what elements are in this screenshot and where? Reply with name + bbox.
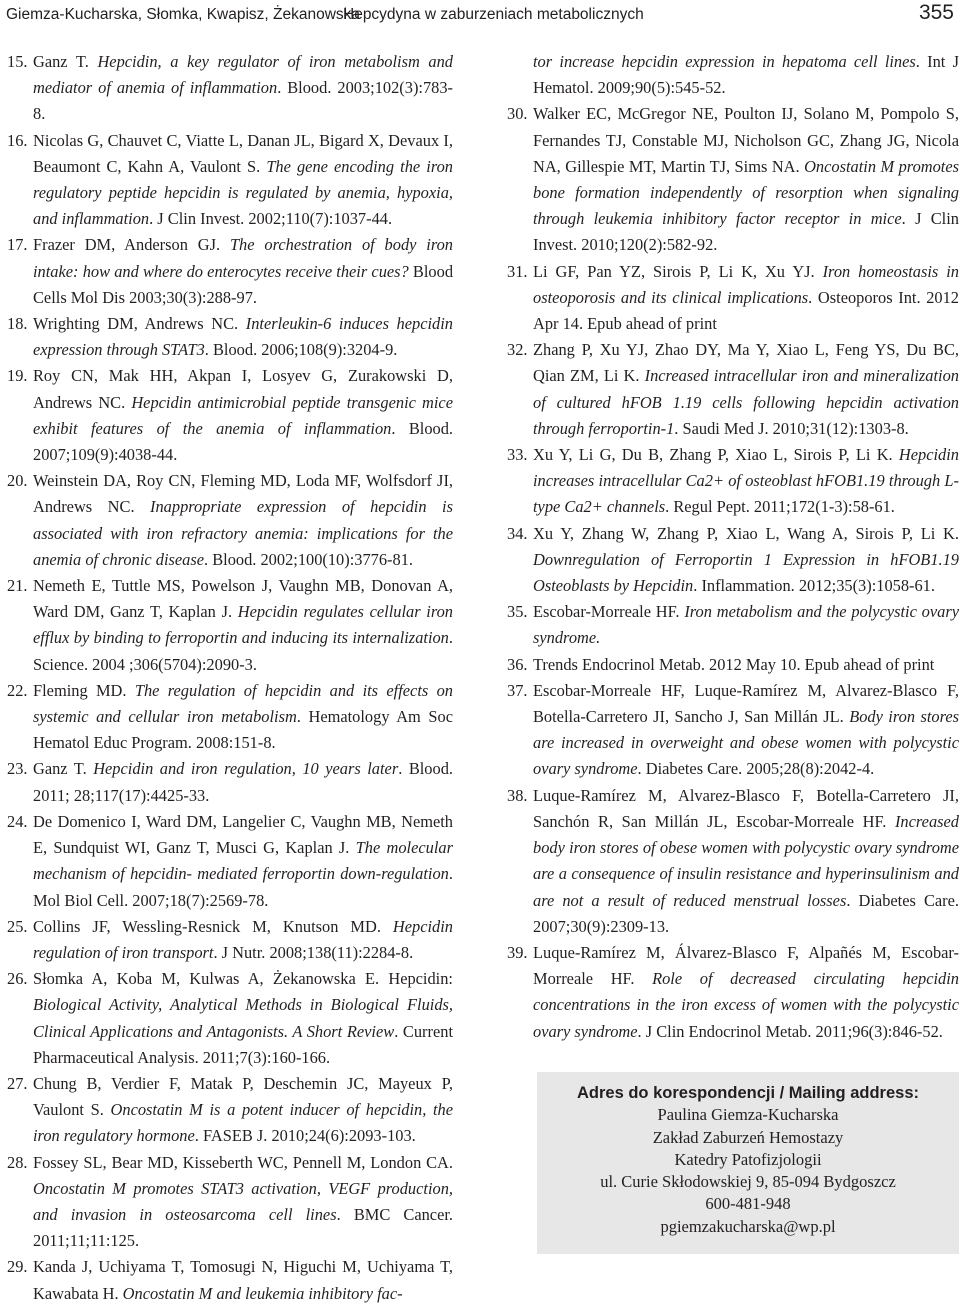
reference-title: Biological Activity, Analytical Methods in Biological Fluids, Clinical Applications and Antagonists. A Short Review (33, 995, 453, 1041)
reference-text: De Domenico I, Ward DM, Langelier C, Vaughn MB, Nemeth E, Sundquist WI, Ganz T, Musci G, Kaplan J. (33, 811, 453, 858)
reference-number: 33. (507, 445, 528, 465)
references-right-column (507, 49, 959, 1045)
reference-number: 39. (507, 942, 528, 962)
reference-title: Hepcidin regulates cellular iron efflux by binding to ferroportin and inducing its internalization (33, 602, 453, 648)
reference-text: . J Clin Invest. 2002;110(7):1037-44. (149, 209, 393, 229)
reference-text: . Blood. 2002;100(10):3776-81. (204, 549, 413, 569)
reference-number: 18. (7, 314, 28, 334)
reference-text: Nicolas G, Chauvet C, Viatte L, Danan JL, Bigard X, Devaux I, Beaumont C, Kahn A, Vaulont S. (33, 130, 453, 176)
reference-title: Oncostatin M and leukemia inhibitory fac- (122, 1283, 403, 1303)
reference-number: 29. (7, 1257, 28, 1277)
mailing-address-box (537, 1072, 959, 1254)
reference-item (7, 966, 453, 1071)
reference-item (7, 1071, 453, 1150)
reference-text: Roy CN, Mak HH, Akpan I, Losyev G, Zurakowski D, Andrews NC. (33, 366, 453, 412)
reference-text: Trends Endocrinol Metab. 2012 May 10. Epub ahead of print (533, 654, 935, 674)
reference-text: Collins JF, Wessling-Resnick M, Knutson MD. (33, 916, 393, 936)
reference-number: 26. (7, 969, 28, 989)
reference-text: Weinstein DA, Roy CN, Fleming MD, Loda MF, Wolfsdorf JI, Andrews NC. (33, 471, 453, 517)
reference-item (7, 678, 453, 757)
reference-item (7, 363, 453, 468)
reference-number: 38. (507, 785, 528, 805)
reference-number: 37. (507, 680, 528, 700)
reference-item (7, 468, 453, 573)
reference-text: Fossey SL, Bear MD, Kisseberth WC, Pennell M, London CA. (33, 1152, 453, 1172)
reference-text: . Diabetes Care. 2007;30(9):2309-13. (533, 890, 959, 936)
reference-text: Chung B, Verdier F, Matak P, Deschemin JC, Mayeux P, Vaulont S. (33, 1073, 453, 1120)
reference-title: Inappropriate expression of hepcidin is associated with iron refractory anemia: implications for the anemia of chronic disease (33, 497, 453, 569)
reference-text: . Science. 2004 ;306(5704):2090-3. (33, 628, 453, 674)
reference-text: Li GF, Pan YZ, Sirois P, Li K, Xu YJ. (533, 261, 823, 281)
reference-item (7, 809, 453, 914)
header-authors: Giemza-Kucharska, Słomka, Kwapisz, Żekanowska (6, 6, 361, 23)
reference-text: Wrighting DM, Andrews NC. (33, 314, 246, 334)
reference-item (507, 652, 959, 678)
reference-text: Blood Cells Mol Dis 2003;30(3):288-97. (33, 261, 454, 307)
address-email: pgiemzakucharska@wp.pl (660, 1216, 836, 1236)
reference-item (7, 128, 453, 233)
address-line: Zakład Zaburzeń Hemostazy (652, 1127, 844, 1147)
reference-text: Escobar-Morreale HF. (533, 602, 685, 622)
reference-text: . FASEB J. 2010;24(6):2093-103. (194, 1126, 416, 1146)
reference-item (507, 337, 959, 442)
reference-number: 27. (7, 1073, 28, 1093)
reference-number: 28. (7, 1152, 28, 1172)
reference-text: Walker EC, McGregor NE, Poulton IJ, Solano M, Pompolo S, Fernandes TJ, Constable MJ, Nicholson GC, Zhang JG, Nicola NA, Gillespie MT, Martin TJ, Sims NA. (533, 104, 959, 176)
reference-text: . Blood. 2011; 28;117(17):4425-33. (33, 759, 453, 805)
reference-item (7, 914, 453, 966)
reference-title: Iron homeostasis in osteoporosis and its clinical implications (533, 261, 959, 307)
reference-item (7, 1150, 453, 1255)
reference-item (507, 599, 959, 651)
reference-number: 15. (7, 52, 28, 71)
reference-number: 21. (7, 576, 28, 596)
reference-number: 31. (507, 261, 528, 281)
reference-item (507, 442, 959, 521)
reference-text: . Blood. 2003;102(3):783-8. (33, 78, 453, 124)
reference-text: Xu Y, Li G, Du B, Zhang P, Xiao L, Sirois P, Li K. (533, 445, 899, 465)
reference-text: . Blood. 2006;108(9):3204-9. (204, 340, 398, 360)
reference-title: Increased intracellular iron and mineralization of cultured hFOB 1.19 cells following hepcidin activation through ferroportin-1 (533, 366, 959, 438)
reference-item (7, 49, 453, 128)
reference-number: 23. (7, 759, 28, 779)
reference-text: . Saudi Med J. 2010;31(12):1303-8. (674, 418, 909, 438)
reference-text: Ganz T. (33, 759, 94, 779)
reference-number: 35. (507, 602, 528, 622)
page-header (0, 0, 960, 32)
reference-text: Escobar-Morreale HF, Luque-Ramírez M, Alvarez-Blasco F, Botella-Carretero JI, Sancho J, San Millán JL. (533, 680, 959, 727)
reference-text: . J Nutr. 2008;138(11):2284-8. (213, 942, 414, 962)
reference-text: . Blood. 2007;109(9):4038-44. (33, 418, 454, 465)
references-left-column (7, 49, 453, 1307)
reference-title: Interleukin-6 induces hepcidin expression through STAT3 (33, 314, 453, 360)
reference-text: Zhang P, Xu YJ, Zhao DY, Ma Y, Xiao L, Feng YS, Du BC, Qian ZM, Li K. (533, 340, 959, 386)
reference-text: . Hematology Am Soc Hematol Educ Program. 2008:151-8. (33, 707, 453, 753)
reference-number: 19. (7, 366, 28, 386)
reference-title: Downregulation of Ferroportin 1 Expression in hFOB1.19 Osteoblasts by Hepcidin (533, 549, 959, 596)
reference-text: Luque-Ramírez M, Álvarez-Blasco F, Alpañés M, Escobar-Morreale HF. (533, 942, 959, 989)
reference-number: 16. (7, 130, 28, 150)
reference-text: Fleming MD. (33, 680, 135, 700)
reference-title: Iron metabolism and the polycystic ovary syndrome. (533, 602, 959, 648)
reference-item (7, 311, 453, 363)
page-number: 355 (918, 1, 954, 24)
reference-number: 34. (507, 523, 528, 543)
reference-title: Oncostatin M promotes STAT3 activation, VEGF production, and invasion in osteosarcoma cell lines (33, 1178, 453, 1224)
reference-text: . Inflammation. 2012;35(3):1058-61. (693, 576, 935, 596)
reference-number: 22. (7, 680, 28, 700)
reference-title: Oncostatin M promotes bone formation independently of resorption when signaling through leukemia inhibitory factor receptor in mice (533, 156, 960, 229)
reference-title: Hepcidin, a key regulator of iron metabolism and mediator of anemia of inflammation (33, 52, 454, 98)
reference-item (507, 940, 959, 1045)
reference-item (7, 756, 453, 808)
reference-title: The gene encoding the iron regulatory peptide hepcidin is regulated by anemia, hypoxia, and inflammation (33, 156, 453, 229)
reference-text: . BMC Cancer. 2011;11;11:125. (33, 1204, 453, 1251)
reference-text: . Diabetes Care. 2005;28(8):2042-4. (637, 759, 875, 779)
reference-item (7, 573, 453, 678)
reference-text: Ganz T. (33, 52, 98, 71)
reference-number: 25. (7, 916, 28, 936)
reference-item (7, 1254, 453, 1306)
reference-title: Increased body iron stores of obese women with polycystic ovary syndrome are a consequence of insulin resistance and hyperinsulinism and are not a result of reduced menstrual losses (533, 811, 959, 910)
reference-text: Słomka A, Koba M, Kulwas A, Żekanowska E. Hepcidin: (33, 969, 453, 989)
reference-title: Body iron stores are increased in overweight and obese women with polycystic ovary syndrome (533, 707, 960, 779)
reference-number: 17. (7, 235, 28, 255)
reference-continuation (507, 49, 959, 101)
reference-title: Oncostatin M is a potent inducer of hepcidin, the iron regulatory hormone (33, 1100, 453, 1146)
address-phone: 600-481-948 (705, 1194, 791, 1214)
reference-number: 32. (507, 340, 528, 360)
reference-text: Nemeth E, Tuttle MS, Powelson J, Vaughn MB, Donovan A, Ward DM, Ganz T, Kaplan J. (33, 576, 453, 622)
reference-number: 20. (7, 471, 28, 491)
reference-number: 24. (7, 811, 28, 831)
header-title: Hepcydyna w zaburzeniach metabolicznych (343, 6, 644, 23)
reference-item (507, 101, 959, 258)
reference-text: . Current Pharmaceutical Analysis. 2011;7(3):160-166. (33, 1021, 453, 1067)
reference-title: Hepcidin and iron regulation, 10 years later (93, 759, 399, 779)
reference-item (507, 678, 959, 783)
reference-text: Xu Y, Zhang W, Zhang P, Xiao L, Wang A, Sirois P, Li K. (533, 523, 959, 543)
reference-text: Luque-Ramírez M, Alvarez-Blasco F, Botella-Carretero JI, Sanchón R, San Millán JL, Escobar-Morreale HF. (533, 785, 959, 831)
address-line: Paulina Giemza-Kucharska (657, 1105, 839, 1125)
reference-title: Hepcidin increases intracellular Ca2+ of osteoblast hFOB1.19 through L-type Ca2+ channels (533, 445, 959, 517)
reference-title: Hepcidin regulation of iron transport (33, 916, 453, 962)
reference-item (507, 783, 959, 940)
reference-text: Kanda J, Uchiyama T, Tomosugi N, Higuchi M, Uchiyama T, Kawabata H. (33, 1257, 453, 1303)
reference-title: tor increase hepcidin expression in hepatoma cell lines (533, 52, 916, 71)
reference-text: . J Clin Endocrinol Metab. 2011;96(3):846-52. (637, 1021, 943, 1041)
reference-number: 36. (507, 654, 528, 674)
address-line: ul. Curie Skłodowskiej 9, 85-094 Bydgoszcz (600, 1172, 896, 1192)
reference-item (507, 521, 959, 600)
address-title: Adres do korespondencji / Mailing address: (577, 1084, 919, 1102)
reference-text: . J Clin Invest. 2010;120(2):582-92. (533, 209, 959, 255)
address-line: Katedry Patofizjologii (674, 1149, 822, 1169)
reference-text: Frazer DM, Anderson GJ. (33, 235, 230, 255)
reference-title: The regulation of hepcidin and its effects on systemic and cellular iron metabolism (33, 680, 453, 727)
reference-text: . Regul Pept. 2011;172(1-3):58-61. (665, 497, 895, 517)
reference-title: The orchestration of body iron intake: how and where do enterocytes receive their cues? (33, 235, 453, 281)
reference-title: Hepcidin antimicrobial peptide transgenic mice exhibit features of the anemia of inflammation (33, 392, 453, 438)
reference-text: . Osteoporos Int. 2012 Apr 14. Epub ahead of print (533, 287, 959, 334)
reference-item (507, 259, 959, 338)
reference-text: . Mol Biol Cell. 2007;18(7):2569-78. (33, 864, 453, 910)
reference-number: 30. (507, 104, 528, 124)
reference-text: . Int J Hematol. 2009;90(5):545-52. (533, 52, 959, 98)
reference-title: Role of decreased circulating hepcidin concentrations in the iron excess of women with the polycystic ovary syndrome (533, 969, 959, 1041)
reference-title: The molecular mechanism of hepcidin- mediated ferroportin down-regulation (33, 838, 453, 884)
reference-item (7, 232, 453, 311)
